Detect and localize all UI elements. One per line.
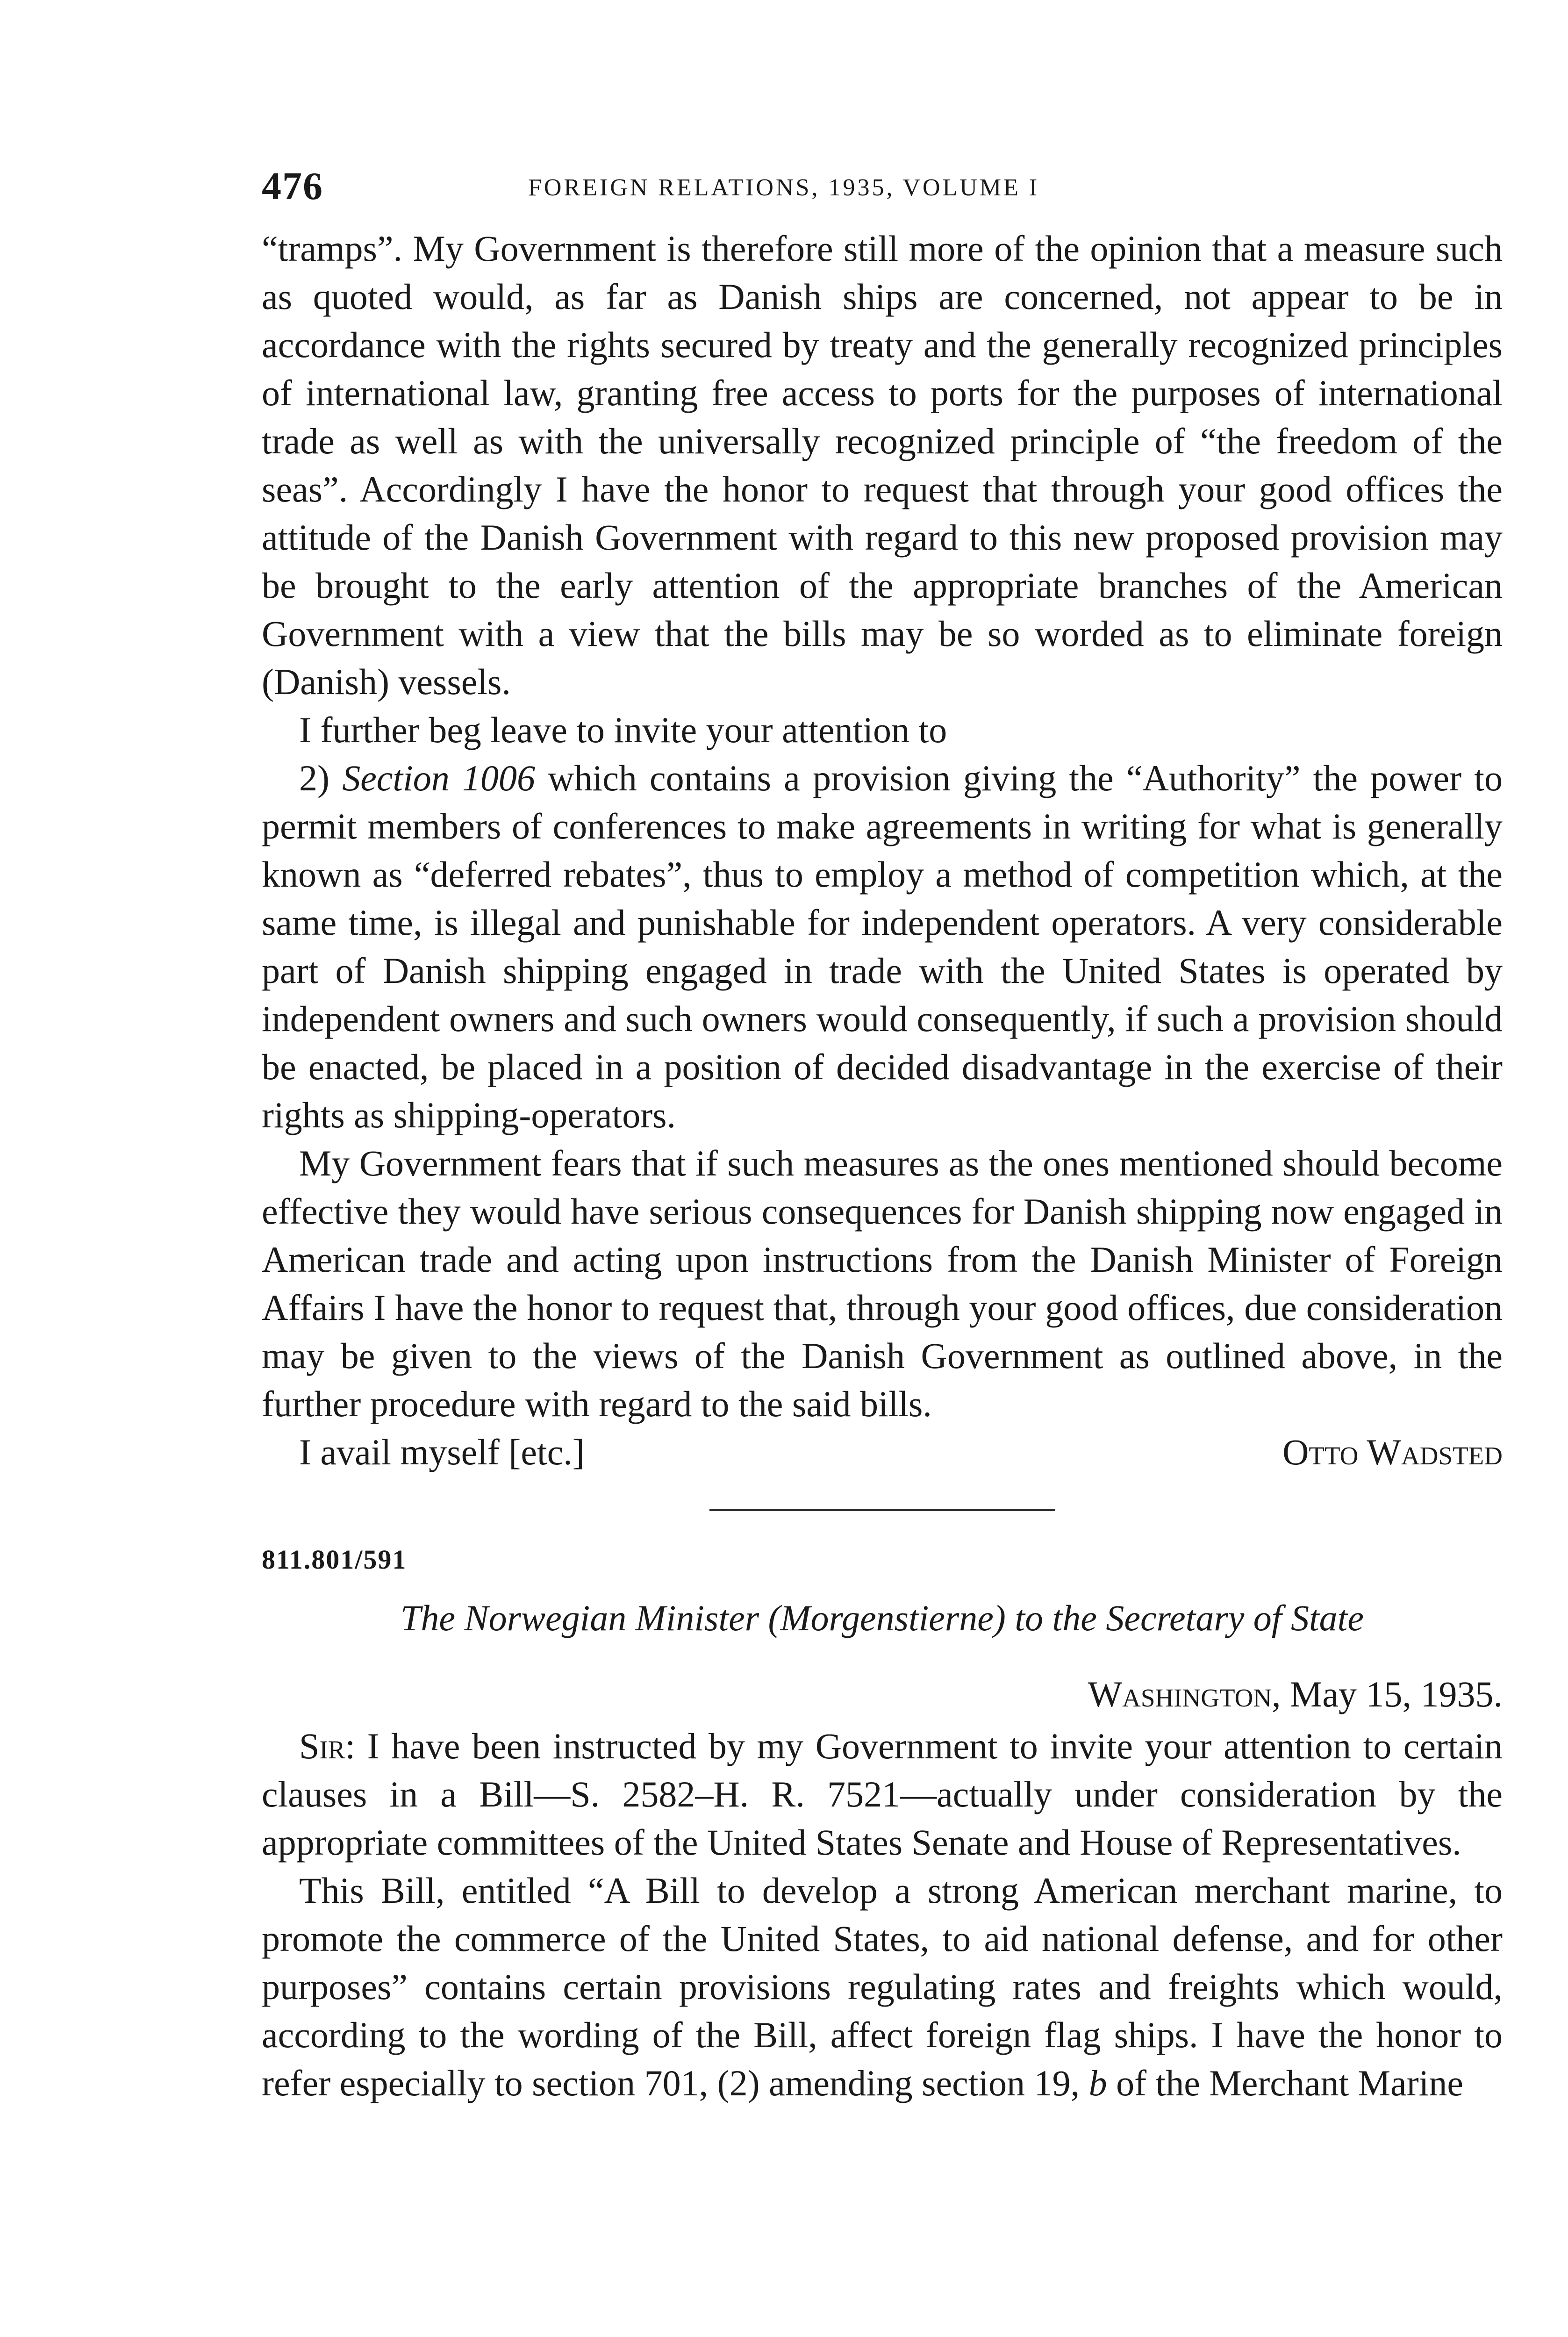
- paragraph-bill: [262, 1866, 1503, 2107]
- running-header: [262, 154, 1503, 224]
- paragraph-bill-end: of the Merchant Marine: [1107, 2063, 1463, 2103]
- paragraph-section-1006-text: which contains a provision giving the “Authority” the power to permit members of conferences to make agreements in writing for what is generally known as “deferred rebates”, thus to employ a method of competition which, at the same time, is illegal and punishable for independent operators. A very considerable part of Danish shipping engaged in trade with the United States is operated by independent owners and such owners would consequently, if such a provision should be enacted, be placed in a position of decided disadvantage in the exercise of their rights as shipping-operators.: [262, 758, 1503, 1135]
- dateline: [262, 1670, 1503, 1718]
- paragraph-government-fears: My Government fears that if such measures as the ones mentioned should become effective they would have serious consequences for Danish shipping now engaged in American trade and acting upon instructions from the Danish Minister of Foreign Affairs I have the honor to request that, through your good offices, due consideration may be given to the views of the Danish Government as outlined above, in the further procedure with regard to the said bills.: [262, 1143, 1503, 1424]
- dateline-date: , May 15, 1935.: [1272, 1674, 1503, 1714]
- subsection-letter: b: [1088, 2063, 1107, 2103]
- spacer: [262, 1718, 1503, 1722]
- running-title: FOREIGN RELATIONS, 1935, VOLUME I: [528, 174, 1040, 201]
- signature: Otto Wadsted: [1282, 1432, 1503, 1472]
- closing-row: [262, 1428, 1503, 1476]
- paragraph-sir: [262, 1722, 1503, 1866]
- list-marker: 2): [299, 758, 343, 798]
- document-page: [262, 154, 1503, 2107]
- salutation: Sir: [299, 1726, 345, 1766]
- heading-name: Morgenstierne: [780, 1598, 994, 1638]
- file-number: 811.801/591: [262, 1544, 407, 1575]
- section-reference: Section 1006: [342, 758, 535, 798]
- document-heading: [262, 1594, 1503, 1642]
- paragraph-bill-text: This Bill, entitled “A Bill to develop a strong American merchant marine, to promote the commerce of the United States, to aid national defense, and for other purposes” contains certain provisions regulating rates and freights which would, according to the wording of the Bill, affect foreign flag ships. I have the honor to refer especially to section 701, (2) amending section 19,: [262, 1870, 1503, 2103]
- heading-part-1: The Norwegian Minister (: [401, 1598, 780, 1638]
- dateline-place: Washington: [1088, 1674, 1272, 1714]
- closing-formula: I avail myself [etc.]: [299, 1432, 585, 1472]
- paragraph-section-1006: [262, 754, 1503, 1139]
- paragraph-sir-text: : I have been instructed by my Government to invite your attention to certain clauses in a Bill—S. 2582–H. R. 7521—actually under consideration by the appropriate committees of the United States Senate and House of Representatives.: [262, 1726, 1503, 1863]
- section-divider: [709, 1509, 1055, 1511]
- heading-part-2: ) to the Secretary of State: [993, 1598, 1364, 1638]
- paragraph-tramps: “tramps”. My Government is therefore still more of the opinion that a measure such as quoted would, as far as Danish ships are concerned, not appear to be in accordance with the rights secured by treaty and the generally recognized principles of international law, granting free access to ports for the purposes of international trade as well as with the universally recognized principle of “the freedom of the seas”. Accordingly I have the honor to request that through your good offices the attitude of the Danish Government with regard to this new proposed provision may be brought to the early attention of the appropriate branches of the American Government with a view that the bills may be so worded as to eliminate foreign (Danish) vessels.: [262, 228, 1503, 702]
- page-number: 476: [262, 165, 323, 208]
- paragraph-invite-attention: I further beg leave to invite your attention to: [299, 710, 947, 750]
